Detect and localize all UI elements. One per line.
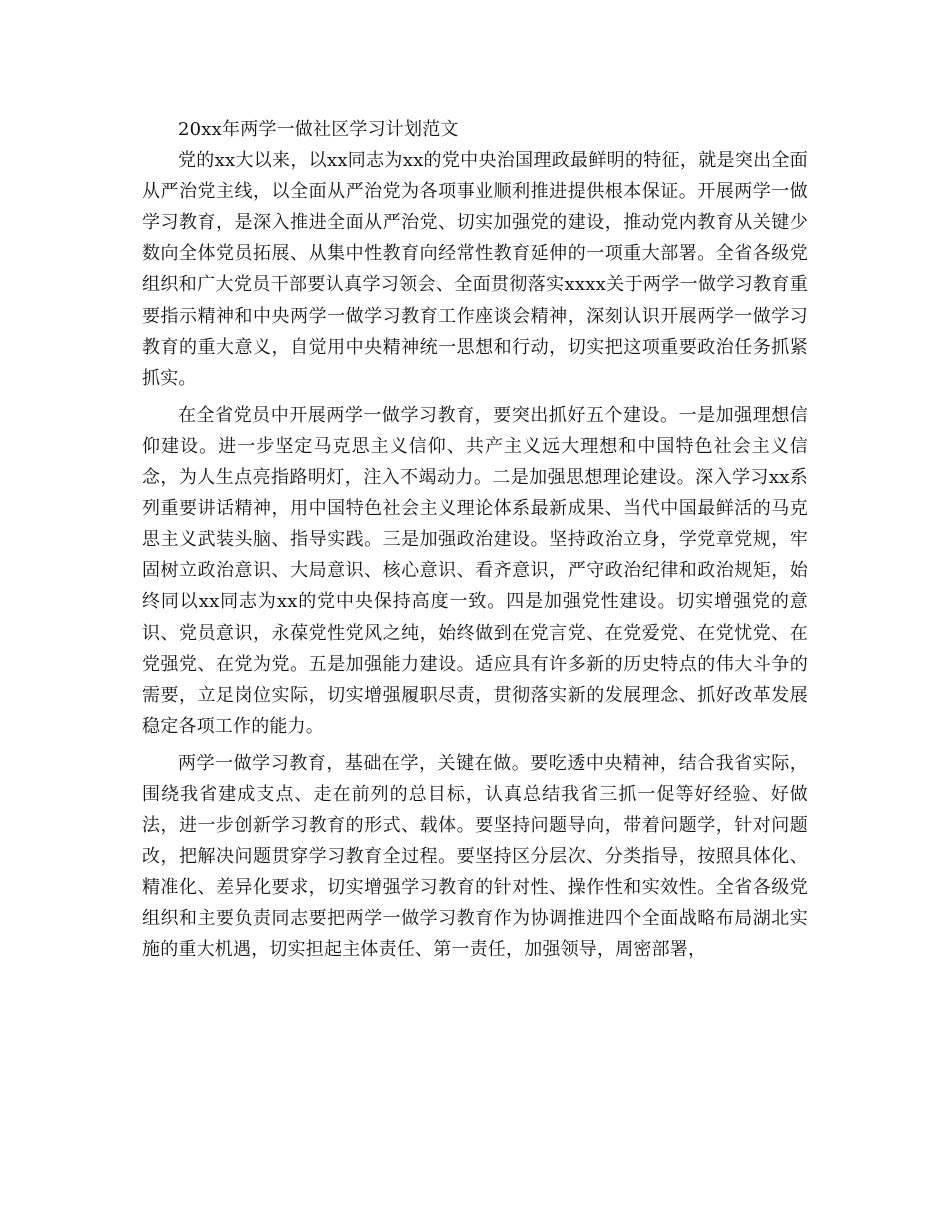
- document-body: [142, 114, 808, 966]
- paragraph-2: 在全省党员中开展两学一做学习教育，要突出抓好五个建设。一是加强理想信仰建设。进一步坚定马克思主义信仰、共产主义远大理想和中国特色社会主义信念，为人生点亮指路明灯，注入不竭动力。二是加强思想理论建设。深入学习xx系列重要讲话精神，用中国特色社会主义理论体系最新成果、当代中国最鲜活的马克思主义武装头脑、指导实践。三是加强政治建设。坚持政治立身，学党章党规，牢固树立政治意识、大局意识、核心意识、看齐意识，严守政治纪律和政治规矩，始终同以xx同志为xx的党中央保持高度一致。四是加强党性建设。切实增强党的意识、党员意识，永葆党性党风之纯，始终做到在党言党、在党爱党、在党忧党、在党强党、在党为党。五是加强能力建设。适应具有许多新的历史特点的伟大斗争的需要，立足岗位实际，切实增强履职尽责，贯彻落实新的发展理念、抓好改革发展稳定各项工作的能力。: [142, 404, 808, 737]
- paragraph-1: 党的xx大以来，以xx同志为xx的党中央治国理政最鲜明的特征，就是突出全面从严治党主线，以全面从严治党为各项事业顺利推进提供根本保证。开展两学一做学习教育，是深入推进全面从严治党、切实加强党的建设，推动党内教育从关键少数向全体党员拓展、从集中性教育向经常性教育延伸的一项重大部署。全省各级党组织和广大党员干部要认真学习领会、全面贯彻落实xxxx关于两学一做学习教育重要指示精神和中央两学一做学习教育工作座谈会精神，深刻认识开展两学一做学习教育的重大意义，自觉用中央精神统一思想和行动，切实把这项重要政治任务抓紧抓实。: [142, 150, 808, 389]
- paragraph-3: 两学一做学习教育，基础在学，关键在做。要吃透中央精神，结合我省实际，围绕我省建成支点、走在前列的总目标，认真总结我省三抓一促等好经验、好做法，进一步创新学习教育的形式、载体。要坚持问题导向，带着问题学，针对问题改，把解决问题贯穿学习教育全过程。要坚持区分层次、分类指导，按照具体化、精准化、差异化要求，切实增强学习教育的针对性、操作性和实效性。全省各级党组织和主要负责同志要把两学一做学习教育作为协调推进四个全面战略布局湖北实施的重大机遇，切实担起主体责任、第一责任，加强领导，周密部署，: [142, 752, 808, 961]
- document-title: 20xx年两学一做社区学习计划范文: [178, 119, 459, 140]
